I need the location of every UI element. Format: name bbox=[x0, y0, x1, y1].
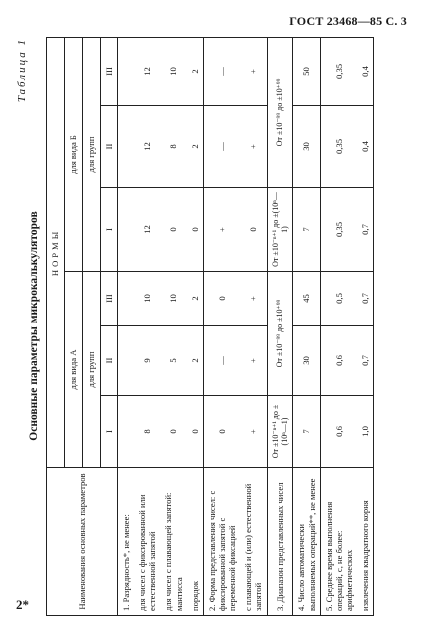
header-groups-b: для групп bbox=[83, 37, 101, 271]
value-cell bbox=[118, 396, 135, 468]
value-cell: 0 bbox=[187, 396, 204, 468]
header-group-a-3: III bbox=[101, 272, 118, 326]
value-cell: — bbox=[203, 326, 240, 396]
parameter-name: извлечения квадратного корня bbox=[357, 468, 374, 616]
table-row bbox=[357, 37, 374, 615]
header-group-a-1: I bbox=[101, 396, 118, 468]
page-mark: 2* bbox=[16, 597, 29, 612]
value-cell: 9 bbox=[134, 326, 160, 396]
value-cell bbox=[118, 106, 135, 188]
value-cell: 0,35 bbox=[320, 106, 357, 188]
table-row bbox=[267, 37, 293, 615]
header-parameter-names: Наименования основных параметров bbox=[47, 468, 118, 616]
value-cell: 0 bbox=[240, 188, 267, 272]
parameter-name: для чисел с плавающей запятой: мантисса bbox=[160, 468, 186, 616]
table-row bbox=[160, 37, 186, 615]
value-cell: — bbox=[203, 106, 240, 188]
value-cell: + bbox=[240, 37, 267, 105]
value-cell: 0,7 bbox=[357, 188, 374, 272]
value-cell: 7 bbox=[293, 396, 320, 468]
value-cell: 12 bbox=[134, 37, 160, 105]
value-cell: 2 bbox=[187, 326, 204, 396]
value-cell: 0,7 bbox=[357, 326, 374, 396]
value-cell: 2 bbox=[187, 37, 204, 105]
parameters-table bbox=[46, 37, 374, 616]
table-row bbox=[320, 37, 357, 615]
value-cell: 0,35 bbox=[320, 37, 357, 105]
value-cell: 0,7 bbox=[357, 272, 374, 326]
value-cell: 10 bbox=[160, 272, 186, 326]
table-row bbox=[293, 37, 320, 615]
value-cell: 10 bbox=[160, 37, 186, 105]
value-cell bbox=[118, 37, 135, 105]
header-norms: НОРМЫ bbox=[47, 37, 65, 467]
value-cell: 12 bbox=[134, 188, 160, 272]
parameter-name: 4. Число автоматически выполняемых операций**, не менее bbox=[293, 468, 320, 616]
table-row bbox=[118, 37, 135, 615]
value-cell: 8 bbox=[160, 106, 186, 188]
table-row bbox=[187, 37, 204, 615]
table-row bbox=[134, 37, 160, 615]
table-wrapper bbox=[46, 37, 374, 616]
value-cell: + bbox=[240, 106, 267, 188]
value-cell: 1,0 bbox=[357, 396, 374, 468]
table-title: Основные параметры микрокалькуляторов bbox=[28, 211, 40, 441]
value-cell bbox=[118, 272, 135, 326]
header-kind-a: для вида А bbox=[65, 272, 83, 468]
value-cell: 0,5 bbox=[320, 272, 357, 326]
value-cell: + bbox=[240, 396, 267, 468]
table-row bbox=[240, 37, 267, 615]
rotated-table-region bbox=[16, 36, 411, 616]
value-cell: 50 bbox=[293, 37, 320, 105]
header-kind-b: для вида Б bbox=[65, 37, 83, 271]
parameter-name: 3. Диапазон представленных чисел bbox=[267, 468, 293, 616]
value-cell: 0 bbox=[203, 272, 240, 326]
parameter-name: с плавающей и (или) естественной запятой bbox=[240, 468, 267, 616]
value-cell: 0 bbox=[187, 188, 204, 272]
value-cell: + bbox=[240, 272, 267, 326]
parameter-name: для чисел с фиксированной или естественной запятой bbox=[134, 468, 160, 616]
value-cell: От ±10⁻ⁿ⁺¹ до ±(10ⁿ—1) bbox=[267, 188, 293, 272]
value-cell: + bbox=[240, 326, 267, 396]
parameter-name: порядок bbox=[187, 468, 204, 616]
value-cell: 30 bbox=[293, 326, 320, 396]
value-cell: 0 bbox=[160, 396, 186, 468]
table-row bbox=[203, 37, 240, 615]
value-cell: 0,6 bbox=[320, 396, 357, 468]
value-cell bbox=[118, 188, 135, 272]
page-header-standard: ГОСТ 23468—85 С. 3 bbox=[289, 14, 407, 28]
value-cell bbox=[118, 326, 135, 396]
value-cell: 7 bbox=[293, 188, 320, 272]
header-groups-a: для групп bbox=[83, 272, 101, 468]
value-cell: 2 bbox=[187, 106, 204, 188]
header-group-b-2: II bbox=[101, 106, 118, 188]
parameter-name: 2. Форма представления чисел: с фиксированной запятой с переменной фиксацией bbox=[203, 468, 240, 616]
header-row-norms bbox=[47, 37, 65, 615]
header-group-a-2: II bbox=[101, 326, 118, 396]
value-cell: 0,4 bbox=[357, 37, 374, 105]
value-cell: От ±10⁻ⁿ⁺¹ до ±(10ⁿ—1) bbox=[267, 396, 293, 468]
parameter-name: 5. Среднее время выполнения операций, с, не более: арифметических bbox=[320, 468, 357, 616]
value-cell: 0 bbox=[160, 188, 186, 272]
value-cell: 2 bbox=[187, 272, 204, 326]
value-cell: 0,35 bbox=[320, 188, 357, 272]
value-cell: 0 bbox=[203, 396, 240, 468]
value-cell: 10 bbox=[134, 272, 160, 326]
value-cell: От ±10⁻⁹⁹ до ±10⁺⁹⁹ bbox=[267, 272, 293, 396]
value-cell: От ±10⁻⁹⁹ до ±10⁺⁹⁹ bbox=[267, 37, 293, 187]
value-cell: 0,4 bbox=[357, 106, 374, 188]
header-group-b-3: III bbox=[101, 37, 118, 105]
value-cell: 0,6 bbox=[320, 326, 357, 396]
header-group-b-1: I bbox=[101, 188, 118, 272]
table-number: Таблица 1 bbox=[16, 38, 28, 103]
value-cell: 45 bbox=[293, 272, 320, 326]
value-cell: 30 bbox=[293, 106, 320, 188]
value-cell: — bbox=[203, 37, 240, 105]
value-cell: 12 bbox=[134, 106, 160, 188]
parameter-name: 1. Разрядность*, не менее: bbox=[118, 468, 135, 616]
value-cell: 5 bbox=[160, 326, 186, 396]
value-cell: + bbox=[203, 188, 240, 272]
value-cell: 8 bbox=[134, 396, 160, 468]
